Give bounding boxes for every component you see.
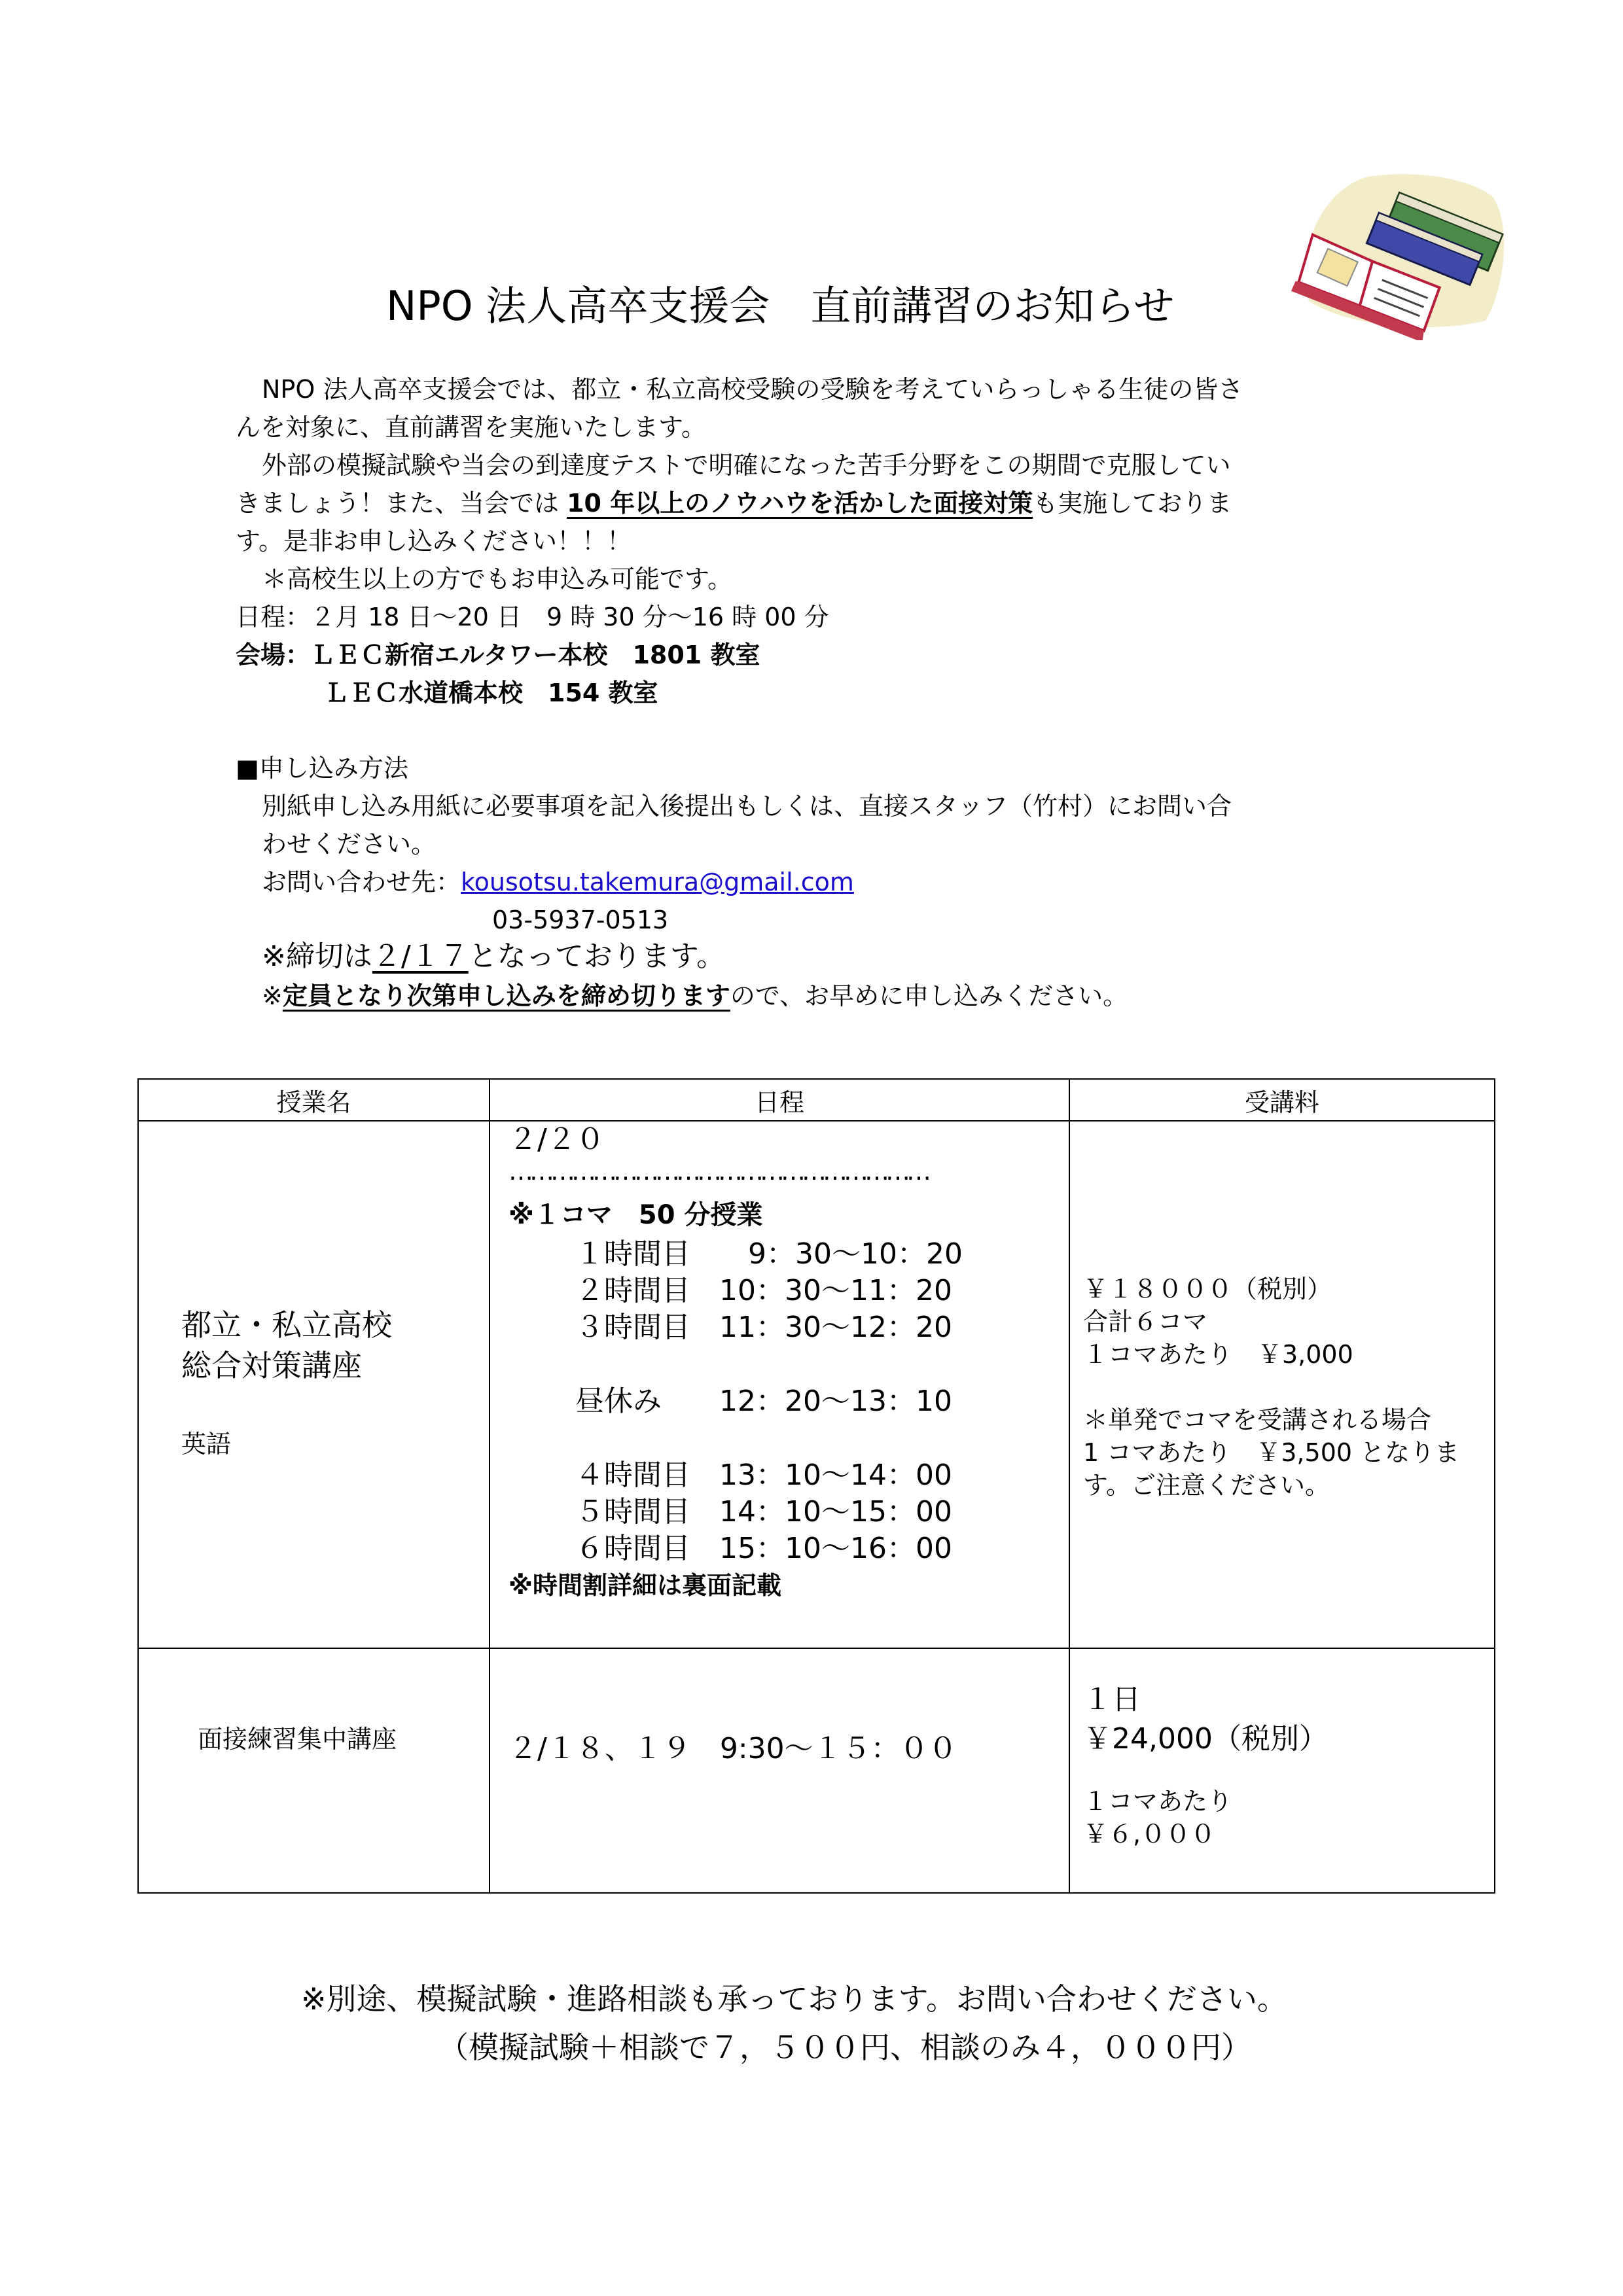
course-name-line-1: 都立・私立高校 bbox=[181, 1307, 392, 1343]
dotted-separator: …………………………………………………… bbox=[508, 1157, 927, 1186]
fee-per-unit: １コマあたり ￥3,000 bbox=[1083, 1340, 1353, 1369]
phone-number: 03-5937-0513 bbox=[492, 906, 669, 934]
fee-single-price: 1 コマあたり ￥3,500 となりま bbox=[1083, 1438, 1460, 1467]
deadline-suffix: となっております。 bbox=[468, 940, 726, 973]
lunch-break: 昼休み 12：20〜13：10 bbox=[575, 1385, 952, 1418]
schedule-table bbox=[137, 1078, 1495, 1894]
apply-line-1: 別紙申し込み用紙に必要事項を記入後提出もしくは、直接スタッフ（竹村）にお問い合 bbox=[262, 792, 1232, 821]
deadline-line bbox=[262, 938, 725, 976]
timetable-note: ※時間割詳細は裏面記載 bbox=[508, 1571, 781, 1600]
fee-total: ￥１８０００（税別） bbox=[1083, 1275, 1332, 1303]
interview-fee: ￥24,000（税別） bbox=[1083, 1722, 1328, 1756]
intro-line-4 bbox=[236, 484, 1232, 522]
interview-days: １日 bbox=[1083, 1683, 1141, 1716]
capacity-suffix: ので、お早めに申し込みください。 bbox=[730, 981, 1128, 1010]
venue-line-1: 会場：ＬＥＣ新宿エルタワー本校 1801 教室 bbox=[236, 641, 760, 669]
fee-cell-2 bbox=[1069, 1648, 1495, 1893]
date-cell-1 bbox=[490, 1121, 1069, 1648]
course-name-line-2: 総合対策講座 bbox=[181, 1348, 362, 1383]
table-header-row bbox=[138, 1079, 1495, 1121]
interview-highlight: 10 年以上のノウハウを活かした面接対策 bbox=[567, 489, 1033, 518]
capacity-warning: 定員となり次第申し込みを締め切ります bbox=[282, 981, 730, 1010]
contact-label: お問い合わせ先： bbox=[262, 868, 461, 896]
deadline-prefix: ※締切は bbox=[262, 940, 372, 973]
header-fee: 受講料 bbox=[1069, 1079, 1495, 1121]
books-illustration bbox=[1270, 170, 1512, 340]
table-row bbox=[138, 1121, 1495, 1648]
deadline-date: ２/１７ bbox=[372, 940, 469, 973]
intro-line-5: す。是非お申し込みください！！！ bbox=[236, 527, 632, 556]
interview-fee-unit: ￥６,０００ bbox=[1083, 1820, 1216, 1848]
capacity-line bbox=[262, 977, 1128, 1015]
date-cell-2 bbox=[490, 1648, 1069, 1893]
period-1: １時間目 9：30〜10：20 bbox=[575, 1237, 963, 1271]
intro-line-4c: も実施しておりま bbox=[1033, 489, 1232, 518]
course-cell-1 bbox=[138, 1121, 490, 1648]
interview-course-name: 面接練習集中講座 bbox=[198, 1725, 397, 1754]
intro-line-3: 外部の模擬試験や当会の到達度テストで明確になった苦手分野をこの期間で克服してい bbox=[262, 451, 1231, 480]
period-5: ５時間目 14：10〜15：00 bbox=[575, 1495, 952, 1528]
apply-line-2: わせください。 bbox=[262, 830, 437, 858]
period-6: ６時間目 15：10〜16：00 bbox=[575, 1532, 952, 1565]
footer-line-1: ※別途、模擬試験・進路相談も承っております。お問い合わせください。 bbox=[301, 1981, 1287, 2017]
interview-date: ２/１８、１９ 9:30〜１５：００ bbox=[508, 1732, 957, 1765]
venue-line-2: ＬＥＣ水道橋本校 154 教室 bbox=[324, 679, 658, 707]
class-date: ２/２０ bbox=[508, 1123, 605, 1156]
footer-line-2: （模擬試験＋相談で７，５００円、相談のみ４，０００円） bbox=[438, 2030, 1251, 2065]
period-4: ４時間目 13：10〜14：00 bbox=[575, 1458, 952, 1492]
email-link[interactable]: kousotsu.takemura@gmail.com bbox=[461, 868, 854, 896]
intro-note: ＊高校生以上の方でもお申込み可能です。 bbox=[262, 565, 732, 593]
table-row bbox=[138, 1648, 1495, 1893]
fee-cell-1 bbox=[1069, 1121, 1495, 1648]
intro-line-2: んを対象に、直前講習を実施いたします。 bbox=[236, 413, 706, 442]
course-cell-2 bbox=[138, 1648, 490, 1893]
schedule: 日程：２月 18 日〜20 日 9 時 30 分〜16 時 00 分 bbox=[236, 603, 829, 631]
period-3: ３時間目 11：30〜12：20 bbox=[575, 1311, 952, 1344]
course-subject: 英語 bbox=[181, 1430, 232, 1458]
period-2: ２時間目 10：30〜11：20 bbox=[575, 1274, 952, 1307]
page-title: NPO 法人高卒支援会 直前講習のお知らせ bbox=[386, 282, 1175, 330]
interview-fee-unit-label: １コマあたり bbox=[1083, 1787, 1233, 1816]
header-course: 授業名 bbox=[138, 1079, 490, 1121]
capacity-prefix: ※ bbox=[262, 981, 283, 1010]
intro-line-1: NPO 法人高卒支援会では、都立・私立高校受験の受験を考えていらっしゃる生徒の皆さ bbox=[262, 375, 1243, 404]
fee-count: 合計６コマ bbox=[1083, 1307, 1208, 1336]
fee-single-note: ＊単発でコマを受講される場合 bbox=[1083, 1405, 1432, 1434]
fee-caution: す。ご注意ください。 bbox=[1083, 1471, 1330, 1500]
class-unit: ※１コマ 50 分授業 bbox=[508, 1200, 763, 1230]
apply-heading: ■申し込み方法 bbox=[236, 754, 408, 783]
header-date: 日程 bbox=[490, 1079, 1069, 1121]
intro-line-4a: きましょう！また、当会では bbox=[236, 489, 567, 518]
contact-line bbox=[262, 863, 854, 901]
